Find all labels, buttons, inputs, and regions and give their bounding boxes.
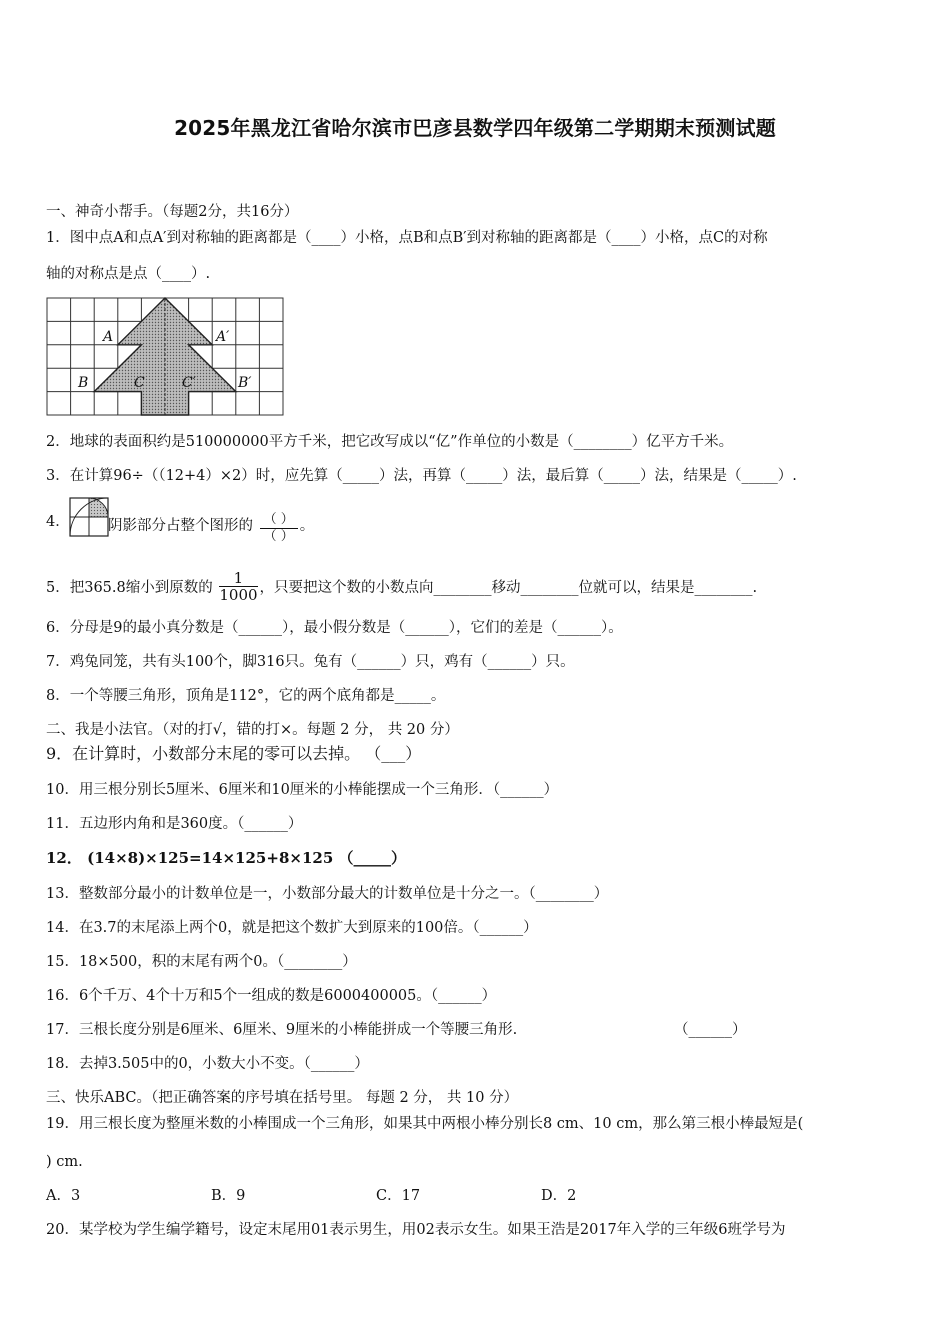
label-C-prime: C′ [182, 375, 196, 391]
question-4-fraction [260, 512, 298, 545]
shaded-square-figure [69, 497, 109, 537]
question-11: 11．五边形内角和是360度。（______） [46, 816, 303, 832]
question-5-post: ，只要把这个数的小数点向________移动________位就可以，结果是________. [259, 580, 758, 596]
question-12: 12． (14×8)×125=14×125+8×125 （_____） [46, 849, 406, 867]
question-17: 17．三根长度分别是6厘米、6厘米、9厘米的小棒能拼成一个等腰三角形. [46, 1022, 518, 1038]
label-B: B [78, 375, 89, 391]
option-a: A．3 [46, 1188, 81, 1204]
question-8: 8．一个等腰三角形，顶角是112°，它的两个底角都是_____。 [46, 688, 446, 704]
option-b: B．9 [211, 1188, 246, 1204]
question-4-text [108, 512, 314, 545]
label-B-prime: B′ [238, 375, 252, 391]
question-2: 2．地球的表面积约是510000000平方千米，把它改写成以“亿”作单位的小数是（________）亿平方千米。 [46, 434, 734, 450]
question-10: 10．用三根分别长5厘米、6厘米和10厘米的小棒能摆成一个三角形．（______） [46, 782, 559, 798]
page-title: 2025年黑龙江省哈尔滨市巴彦县数学四年级第二学期期末预测试题 [174, 116, 776, 140]
question-5 [46, 570, 757, 603]
question-16: 16．6个千万、4个十万和5个一组成的数是6000400005。（______） [46, 988, 497, 1004]
question-20: 20．某学校为学生编学籍号，设定末尾用01表示男生，用02表示女生。如果王浩是2017年入学的三年级6班学号为 [46, 1222, 786, 1238]
question-17-blank: （______） [674, 1022, 747, 1038]
question-7: 7．鸡兔同笼，共有头100个，脚316只。兔有（______）只，鸡有（______）只。 [46, 654, 575, 670]
question-6: 6．分母是9的最小真分数是（______），最小假分数是（______），它们的差是（______）。 [46, 620, 623, 636]
question-4-number: 4． [46, 514, 70, 530]
question-9: 9．在计算时，小数部分末尾的零可以去掉。 （___） [46, 744, 422, 763]
option-c: C．17 [376, 1188, 421, 1204]
section-2-heading: 二、我是小法官。（对的打√，错的打×。每题 2 分， 共 20 分） [46, 722, 459, 738]
question-1-line-2: 轴的对称点是点（____）. [46, 266, 211, 282]
question-18: 18．去掉3.505中的0，小数大小不变。（______） [46, 1056, 369, 1072]
fraction-numerator: （ ） [260, 512, 298, 529]
fraction-one: 1 [219, 570, 257, 587]
question-4-end: 。 [299, 518, 315, 534]
question-13: 13．整数部分最小的计数单位是一，小数部分最大的计数单位是十分之一。（________） [46, 886, 609, 902]
question-4-prompt: 阴影部分占整个图形的 [108, 518, 253, 534]
section-3-heading: 三、快乐ABC。（把正确答案的序号填在括号里。 每题 2 分， 共 10 分） [46, 1090, 519, 1106]
symmetry-tree-figure [46, 297, 286, 417]
question-19-line-1: 19．用三根长度为整厘米数的小棒围成一个三角形，如果其中两根小棒分别长8 cm、10 cm，那么第三根小棒最短是( [46, 1116, 804, 1132]
label-A: A [103, 329, 114, 345]
fraction-denominator: （ ） [263, 529, 294, 544]
section-1-heading: 一、神奇小帮手。（每题2分，共16分） [46, 204, 299, 220]
question-5-pre: 5．把365.8缩小到原数的 [46, 580, 213, 596]
label-C: C [134, 375, 145, 391]
question-3: 3．在计算96÷（（12+4）×2）时，应先算（_____）法，再算（_____）法，最后算（_____）法，结果是（_____）. [46, 468, 797, 484]
question-15: 15．18×500，积的末尾有两个0。（________） [46, 954, 357, 970]
question-19-line-2: ) cm. [46, 1154, 83, 1170]
fraction-thousand: 1000 [219, 586, 258, 604]
question-5-fraction [219, 570, 257, 603]
option-d: D．2 [541, 1188, 577, 1204]
question-1-line-1: 1．图中点A和点A′到对称轴的距离都是（____）小格，点B和点B′到对称轴的距离都是（____）小格，点C的对称 [46, 230, 768, 246]
question-14: 14．在3.7的末尾添上两个0，就是把这个数扩大到原来的100倍。（______） [46, 920, 538, 936]
question-19-options [46, 1186, 706, 1206]
label-A-prime: A′ [216, 329, 230, 345]
